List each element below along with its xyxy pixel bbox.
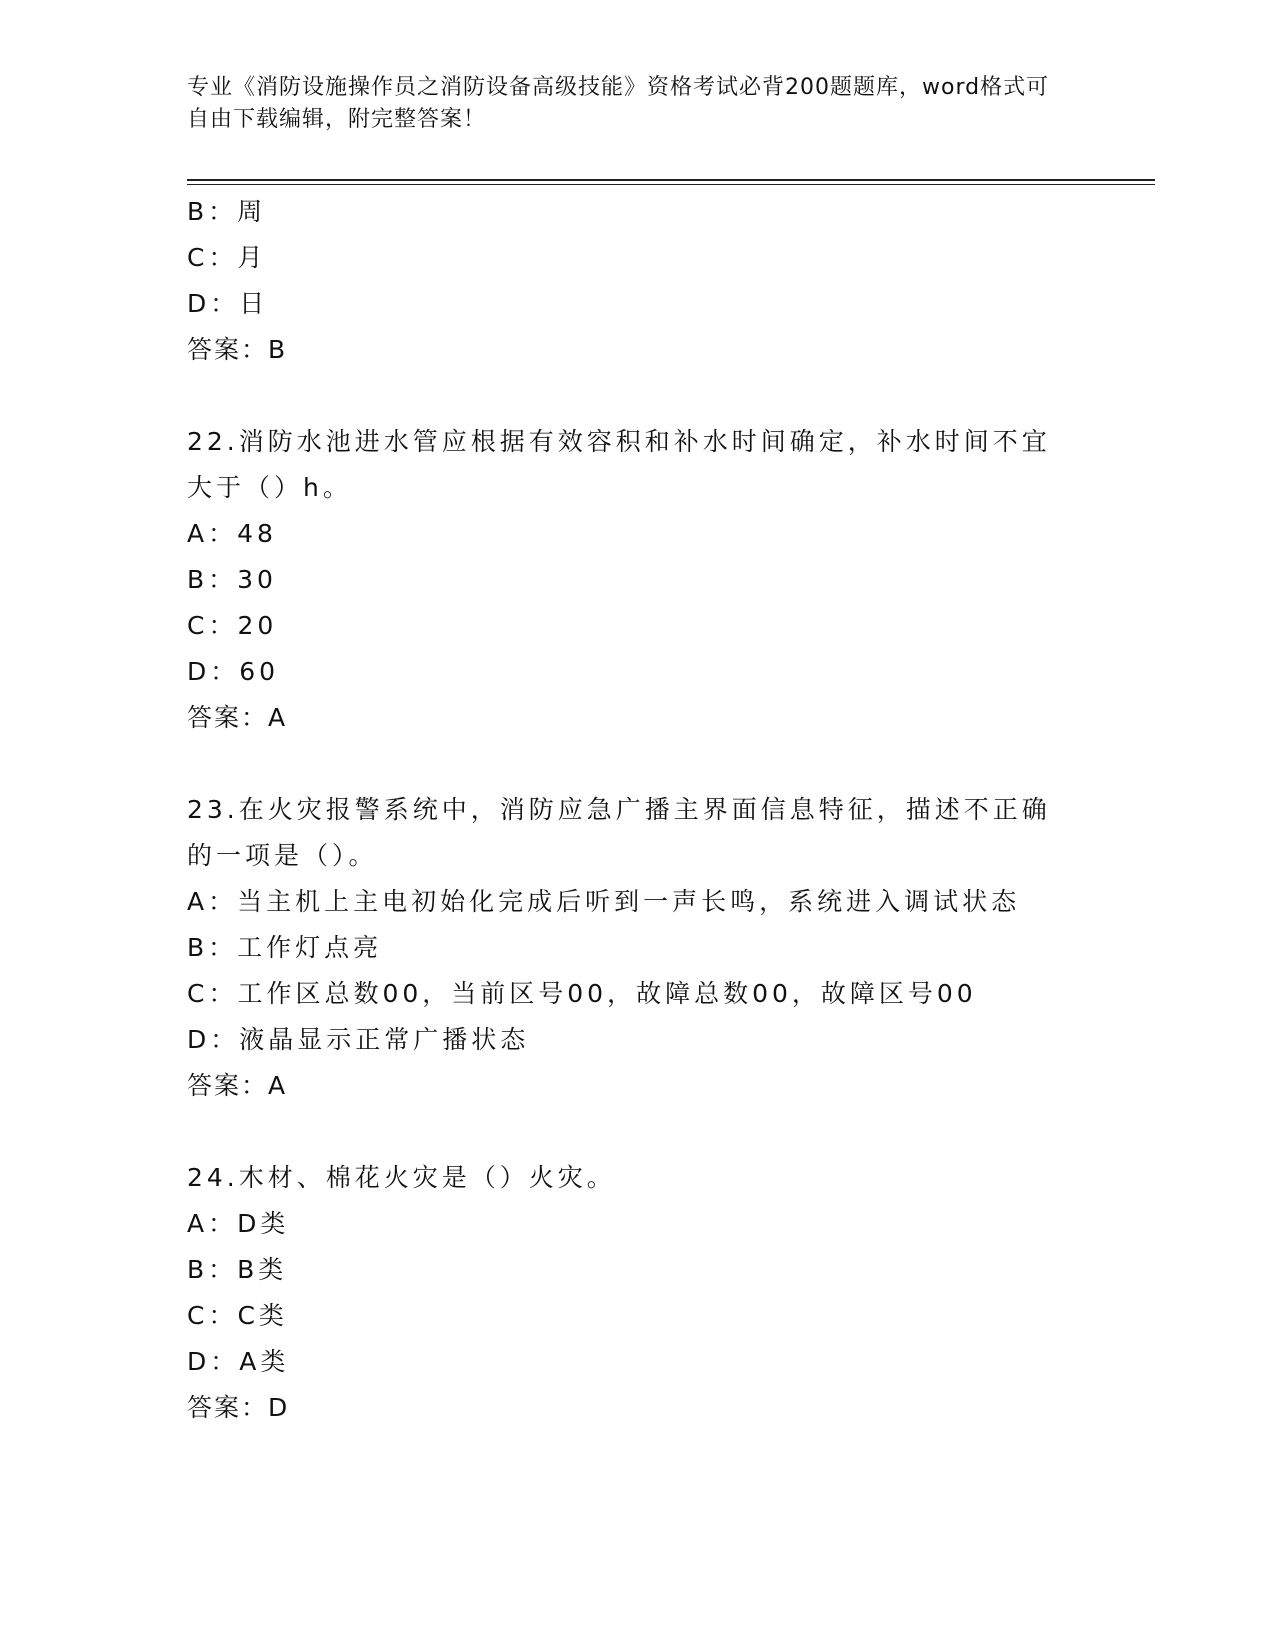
option-c bbox=[187, 971, 1087, 1017]
option-d bbox=[187, 1017, 1087, 1063]
option-text: C类 bbox=[237, 1301, 288, 1330]
option-text: 60 bbox=[239, 657, 280, 686]
option-d bbox=[187, 649, 1087, 695]
answer-label: 答案： bbox=[187, 335, 269, 364]
option-a bbox=[187, 879, 1087, 925]
answer-label: 答案： bbox=[187, 1393, 269, 1422]
question-list bbox=[187, 189, 1087, 1431]
option-a bbox=[187, 1201, 1087, 1247]
option-text: 当主机上主电初始化完成后听到一声长鸣，系统进入调试状态 bbox=[237, 887, 1021, 916]
option-label: D： bbox=[187, 657, 240, 686]
option-label: C： bbox=[187, 611, 238, 640]
option-label: D： bbox=[187, 1025, 240, 1054]
option-label: B： bbox=[187, 933, 238, 962]
option-label: B： bbox=[187, 197, 238, 226]
answer-value: B bbox=[268, 335, 288, 364]
option-b bbox=[187, 1247, 1087, 1293]
option-label: C： bbox=[187, 979, 238, 1008]
spacer bbox=[187, 1109, 1087, 1155]
option-label: B： bbox=[187, 565, 238, 594]
question-23 bbox=[187, 787, 1087, 1109]
option-label: C： bbox=[187, 1301, 238, 1330]
spacer bbox=[187, 373, 1087, 419]
option-a bbox=[187, 511, 1087, 557]
option-b bbox=[187, 189, 1087, 235]
option-text: 日 bbox=[239, 289, 269, 318]
option-c bbox=[187, 1293, 1087, 1339]
answer-line bbox=[187, 1385, 1087, 1431]
option-label: B： bbox=[187, 1255, 238, 1284]
answer-line bbox=[187, 695, 1087, 741]
answer-value: D bbox=[268, 1393, 290, 1422]
option-text: 20 bbox=[237, 611, 278, 640]
answer-line bbox=[187, 1063, 1087, 1109]
option-text: 工作灯点亮 bbox=[237, 933, 383, 962]
option-b bbox=[187, 925, 1087, 971]
option-label: D： bbox=[187, 289, 240, 318]
question-text: 24.木材、棉花火灾是（）火灾。 bbox=[187, 1163, 616, 1192]
header-divider-thick bbox=[187, 179, 1155, 181]
option-text: 周 bbox=[237, 197, 267, 226]
option-label: C： bbox=[187, 243, 238, 272]
answer-value: A bbox=[268, 1071, 288, 1100]
option-label: A： bbox=[187, 519, 238, 548]
answer-label: 答案： bbox=[187, 1071, 269, 1100]
question-24 bbox=[187, 1155, 1087, 1431]
header-divider-thin bbox=[187, 184, 1155, 185]
option-text: 48 bbox=[237, 519, 277, 548]
question-21-continuation bbox=[187, 189, 1087, 373]
question-22 bbox=[187, 419, 1087, 741]
header-title: 专业《消防设施操作员之消防设备高级技能》资格考试必背200题题库，word格式可自由下载编辑，附完整答案！ bbox=[187, 75, 1050, 132]
document-header bbox=[187, 72, 1067, 136]
option-b bbox=[187, 557, 1087, 603]
option-c bbox=[187, 603, 1087, 649]
spacer bbox=[187, 741, 1087, 787]
option-d bbox=[187, 1339, 1087, 1385]
option-text: 液晶显示正常广播状态 bbox=[239, 1025, 530, 1054]
answer-label: 答案： bbox=[187, 703, 269, 732]
option-text: 工作区总数00，当前区号00，故障总数00，故障区号00 bbox=[237, 979, 977, 1008]
option-text: B类 bbox=[237, 1255, 288, 1284]
option-text: A类 bbox=[239, 1347, 290, 1376]
question-text: 22.消防水池进水管应根据有效容积和补水时间确定，补水时间不宜大于（）h。 bbox=[187, 427, 1051, 502]
question-text: 23.在火灾报警系统中，消防应急广播主界面信息特征，描述不正确的一项是（）。 bbox=[187, 795, 1051, 870]
option-c bbox=[187, 235, 1087, 281]
answer-value: A bbox=[268, 703, 288, 732]
answer-line bbox=[187, 327, 1087, 373]
option-text: 月 bbox=[237, 243, 267, 272]
option-label: A： bbox=[187, 1209, 238, 1238]
option-label: D： bbox=[187, 1347, 240, 1376]
option-text: 30 bbox=[237, 565, 277, 594]
option-text: D类 bbox=[237, 1209, 290, 1238]
option-label: A： bbox=[187, 887, 238, 916]
option-d bbox=[187, 281, 1087, 327]
